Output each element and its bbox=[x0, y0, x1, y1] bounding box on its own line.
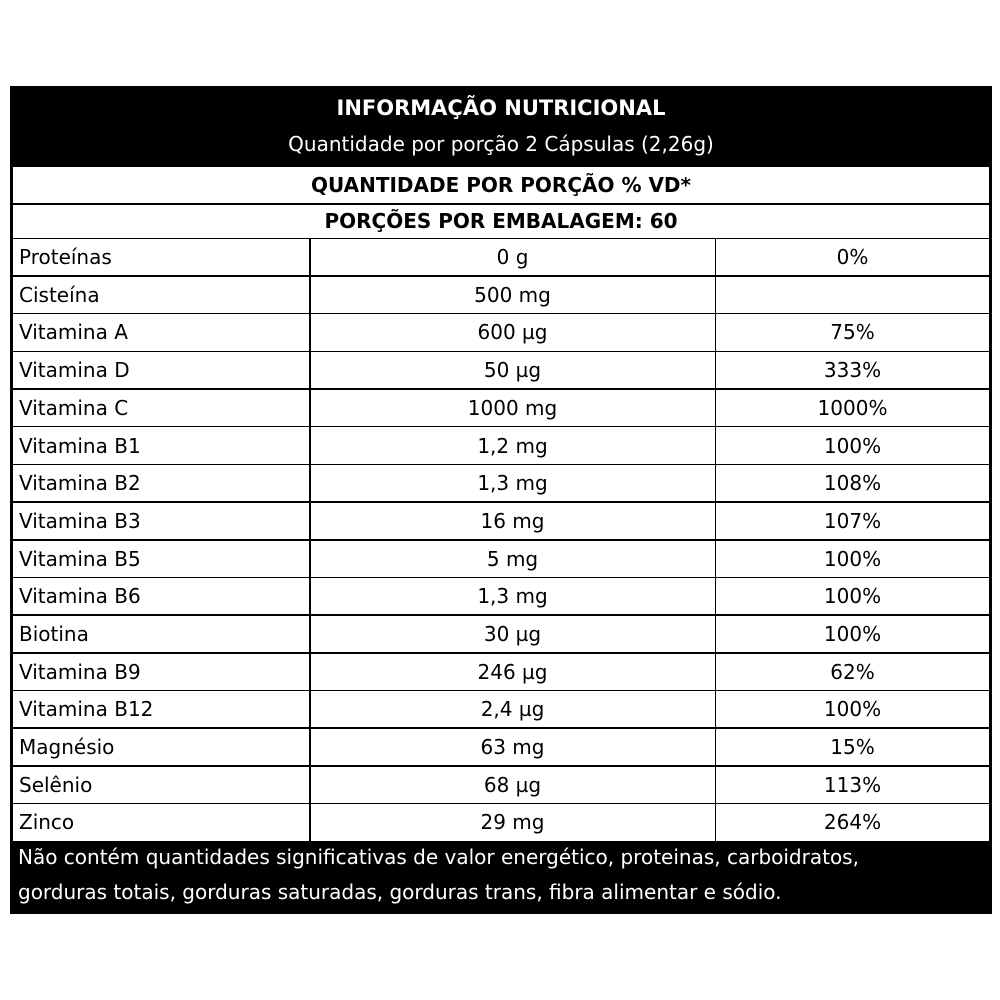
nutrient-name: Cisteína bbox=[13, 277, 309, 313]
nutrient-dv: 1000% bbox=[716, 390, 989, 426]
nutrient-dv bbox=[716, 277, 989, 313]
footnote-line-1: Não contém quantidades significativas de valor energético, proteinas, carboidratos, bbox=[18, 845, 859, 869]
nutrient-amount: 1,3 mg bbox=[311, 465, 715, 501]
nutrient-amount: 1,3 mg bbox=[311, 578, 715, 614]
nutrient-name: Vitamina D bbox=[13, 352, 309, 388]
nutrient-name: Vitamina B6 bbox=[13, 578, 309, 614]
nutrient-amount: 50 µg bbox=[311, 352, 715, 388]
nutrient-amount: 63 mg bbox=[311, 729, 715, 765]
nutrient-amount: 68 µg bbox=[311, 767, 715, 803]
nutrient-amount: 600 µg bbox=[311, 314, 715, 350]
nutrient-dv: 264% bbox=[716, 804, 989, 840]
serving-size: Quantidade por porção 2 Cápsulas (2,26g) bbox=[288, 132, 714, 156]
nutrient-dv: 62% bbox=[716, 654, 989, 690]
nutrient-name: Vitamina B5 bbox=[13, 541, 309, 577]
nutrient-dv: 75% bbox=[716, 314, 989, 350]
nutrient-amount: 1,2 mg bbox=[311, 427, 715, 463]
nutrient-dv: 0% bbox=[716, 239, 989, 275]
nutrient-name: Proteínas bbox=[13, 239, 309, 275]
nutrient-name: Vitamina C bbox=[13, 390, 309, 426]
footnote bbox=[18, 840, 988, 910]
nutrient-name: Vitamina B9 bbox=[13, 654, 309, 690]
nutrient-name: Zinco bbox=[13, 804, 309, 840]
nutrient-grid bbox=[13, 239, 989, 834]
nutrient-amount: 500 mg bbox=[311, 277, 715, 313]
nutrient-amount: 0 g bbox=[311, 239, 715, 275]
servings-per-package: PORÇÕES POR EMBALAGEM: 60 bbox=[13, 205, 989, 238]
table-title: INFORMAÇÃO NUTRICIONAL bbox=[336, 96, 666, 120]
nutrient-dv: 100% bbox=[716, 541, 989, 577]
nutrient-dv: 113% bbox=[716, 767, 989, 803]
table-header bbox=[10, 86, 992, 166]
nutrient-amount: 30 µg bbox=[311, 616, 715, 652]
nutrition-facts-table bbox=[10, 86, 992, 914]
nutrient-name: Selênio bbox=[13, 767, 309, 803]
nutrient-dv: 107% bbox=[716, 503, 989, 539]
nutrient-dv: 108% bbox=[716, 465, 989, 501]
nutrient-name: Vitamina B3 bbox=[13, 503, 309, 539]
nutrient-name: Vitamina B12 bbox=[13, 691, 309, 727]
nutrient-amount: 5 mg bbox=[311, 541, 715, 577]
nutrient-dv: 15% bbox=[716, 729, 989, 765]
nutrient-dv: 100% bbox=[716, 616, 989, 652]
nutrient-dv: 100% bbox=[716, 578, 989, 614]
nutrient-name: Biotina bbox=[13, 616, 309, 652]
nutrient-name: Vitamina B1 bbox=[13, 427, 309, 463]
footnote-line-2: gorduras totais, gorduras saturadas, gorduras trans, fibra alimentar e sódio. bbox=[18, 880, 782, 904]
nutrient-dv: 333% bbox=[716, 352, 989, 388]
nutrient-dv: 100% bbox=[716, 427, 989, 463]
nutrient-name: Magnésio bbox=[13, 729, 309, 765]
column-heading-band: QUANTIDADE POR PORÇÃO % VD* bbox=[13, 167, 989, 203]
nutrient-name: Vitamina A bbox=[13, 314, 309, 350]
nutrient-amount: 246 µg bbox=[311, 654, 715, 690]
nutrient-dv: 100% bbox=[716, 691, 989, 727]
nutrient-amount: 16 mg bbox=[311, 503, 715, 539]
nutrient-amount: 1000 mg bbox=[311, 390, 715, 426]
nutrient-amount: 29 mg bbox=[311, 804, 715, 840]
nutrient-amount: 2,4 µg bbox=[311, 691, 715, 727]
nutrient-name: Vitamina B2 bbox=[13, 465, 309, 501]
